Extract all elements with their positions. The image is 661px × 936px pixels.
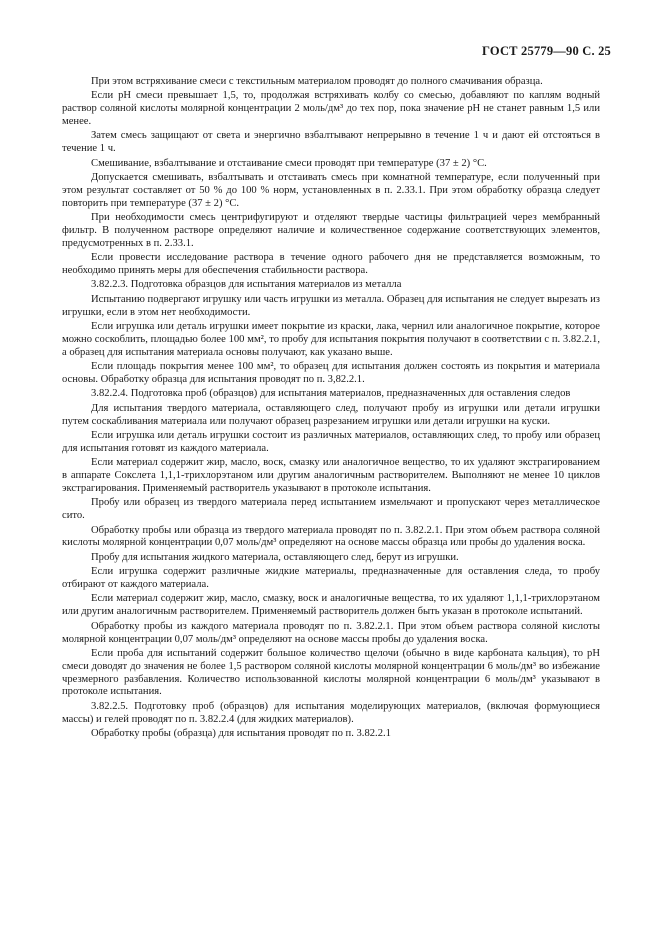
paragraph: При необходимости смесь центрифугируют и отделяют твердые частицы фильтрацией через мембранный фильтр. В полученном растворе определяют наличие и количественное содержание соответствующих элементов, предусмотренных в п. 2.33.1. <box>62 212 600 249</box>
paragraph: Обработку пробы из каждого материала проводят по п. 3.82.2.1. При этом объем раствора соляной кислоты молярной концентрации 0,07 моль/дм³ определяют на основе массы пробы до удаления воска. <box>62 620 600 645</box>
paragraph: Пробу для испытания жидкого материала, оставляющего след, берут из игрушки. <box>91 551 459 563</box>
paragraph: Испытанию подвергают игрушку или часть игрушки из металла. Образец для испытания не следует вырезать из игрушки, если в этом нет необходимости. <box>62 293 600 318</box>
section-heading: 3.82.2.4. Подготовка проб (образцов) для испытания материалов, предназначенных для оставления следов <box>91 388 571 400</box>
paragraph: Если площадь покрытия менее 100 мм², то образец для испытания должен состоять из покрытия и материала основы. Обработку образца для испытания проводят по п. 3,82.2.1. <box>62 361 600 386</box>
paragraph: Обработку пробы или образца из твердого материала проводят по п. 3.82.2.1. При этом объем раствора соляной кислоты молярной концентрации 0,07 моль/дм³ определяют на основе массы образца или пробы до удаления воска. <box>62 524 600 549</box>
paragraph: Если игрушка содержит различные жидкие материалы, предназначенные для оставления следа, то пробу отбирают от каждого материала. <box>62 566 600 591</box>
section-heading: 3.82.2.3. Подготовка образцов для испытания материалов из металла <box>91 279 402 291</box>
paragraph: Допускается смешивать, взбалтывать и отстаивать смесь при комнатной температуре, если полученный при этом результат составляет от 50 % до 100 % норм, установленных в п. 2.33.1. При этом обработку образца следует повторить при температуре (37 ± 2) °С. <box>62 172 600 209</box>
page-header: ГОСТ 25779—90 С. 25 <box>482 44 611 58</box>
paragraph: Если проба для испытаний содержит большое количество щелочи (обычно в виде карбоната кальция), то pH смеси доводят до значения не более 1,5 раствором соляной кислоты молярной концентрации 6 моль/дм³ во избежание чрезмерного разбавления. Количество использованной кислоты молярной концентрации 6 моль/дм³ указывают в протоколе испытания. <box>62 647 600 698</box>
paragraph: Смешивание, взбалтывание и отстаивание смеси проводят при температуре (37 ± 2) °С. <box>91 157 487 169</box>
body-text <box>62 76 600 742</box>
paragraph: Пробу или образец из твердого материала перед испытанием измельчают и пропускают через металлическое сито. <box>62 497 600 522</box>
paragraph: При этом встряхивание смеси с текстильным материалом проводят до полного смачивания образца. <box>91 76 543 87</box>
section-heading: 3.82.2.5. Подготовку проб (образцов) для испытания моделирующих материалов, (включая формующиеся массы) и гелей проводят по п. 3.82.2.4 (для жидких материалов). <box>62 700 600 725</box>
paragraph: Если игрушка или деталь игрушки состоит из различных материалов, оставляющих след, то пробу или образец для испытания готовят из каждого материала. <box>62 430 600 454</box>
paragraph: Если pH смеси превышает 1,5, то, продолжая встряхивать колбу со смесью, добавляют по каплям водный раствор соляной кислоты молярной концентрации 2 моль/дм³ до тех пор, пока значение pH не станет равным 1,5 или менее. <box>62 90 600 128</box>
paragraph: Если материал содержит жир, масло, воск, смазку или аналогичное вещество, то их удаляют экстрагированием в аппарате Сокслета 1,1,1-трихлорэтаном или другим аналогичным растворителем. Выполняют не менее 10 циклов экстрагирования. Применяемый растворитель указывают в протоколе испытания. <box>62 457 600 494</box>
paragraph: Если игрушка или деталь игрушки имеет покрытие из краски, лака, чернил или аналогичное покрытие, которое можно соскоблить, площадью более 100 мм², то пробу для испытания покрытия получают в соответствии с п. 3.82.2.1, а образец для испытания материала основы получают, как указано выше. <box>62 321 600 358</box>
paragraph: Для испытания твердого материала, оставляющего след, получают пробу из игрушки или детали игрушки путем соскабливания материала или получают образец разрезанием игрушки или детали игрушки на куски. <box>62 402 600 427</box>
paragraph: Обработку пробы (образца) для испытания проводят по п. 3.82.2.1 <box>91 728 391 740</box>
paragraph: Если провести исследование раствора в течение одного рабочего дня не представляется возможным, то необходимо принять меры для обеспечения стабильности раствора. <box>62 252 600 277</box>
paragraph: Если материал содержит жир, масло, смазку, воск и аналогичные вещества, то их удаляют 1,1,1-трихлорэтаном или другим аналогичным растворителем. Применяемый растворитель должен быть указан в протоколе испытаний. <box>62 593 600 618</box>
paragraph: Затем смесь защищают от света и энергично взбалтывают непрерывно в течение 1 ч и дают ей отстояться в течение 1 ч. <box>62 130 600 155</box>
